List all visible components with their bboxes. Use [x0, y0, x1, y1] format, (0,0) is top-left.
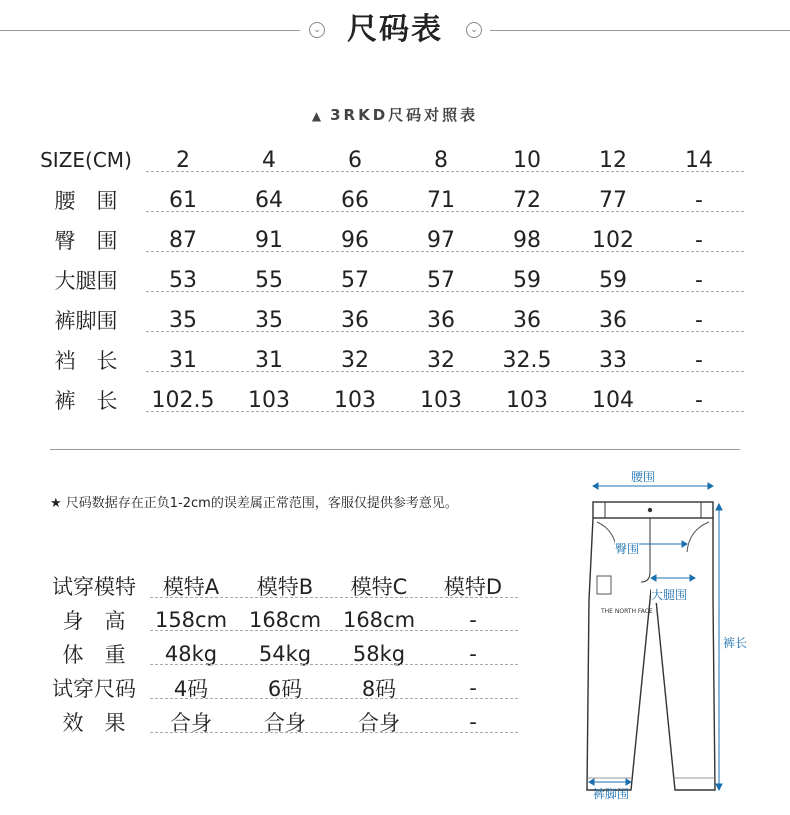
cell-value: - — [695, 267, 703, 293]
row-label: 身 高 — [62, 609, 126, 633]
size-header-row — [32, 140, 742, 180]
row-label: 臀 围 — [54, 229, 118, 253]
cell-value: 158cm — [154, 608, 228, 632]
size-header: 4 — [262, 147, 276, 173]
row-label: 腰 围 — [54, 189, 118, 213]
row-divider — [150, 630, 518, 631]
table-row — [32, 340, 742, 380]
size-header: 14 — [685, 147, 713, 173]
cell-value: 8码 — [361, 677, 397, 701]
row-divider — [146, 411, 744, 412]
pants-outline-icon — [575, 460, 790, 811]
table-row — [44, 637, 520, 671]
diagram-label-hem: 裤脚围 — [593, 787, 630, 801]
diagram-label-hip: 臀围 — [615, 542, 640, 556]
table-row — [32, 260, 742, 300]
cell-value: 168cm — [248, 608, 322, 632]
cell-value: - — [469, 676, 477, 700]
cell-value: 102 — [592, 227, 634, 253]
table-row — [32, 220, 742, 260]
size-header: 2 — [176, 147, 190, 173]
cell-value: 35 — [255, 307, 283, 333]
cell-value: - — [695, 187, 703, 213]
model-header: 模特D — [443, 575, 503, 599]
table-row — [44, 603, 520, 637]
cell-value: 合身 — [358, 711, 400, 735]
cell-value: 4码 — [173, 677, 209, 701]
size-corner-label: SIZE(CM) — [40, 148, 132, 172]
row-divider — [146, 171, 744, 172]
cell-value: 36 — [341, 307, 369, 333]
cell-value: - — [469, 710, 477, 734]
cell-value: 72 — [513, 187, 541, 213]
model-table — [44, 569, 520, 739]
cell-value: 36 — [427, 307, 455, 333]
model-header: 模特C — [350, 575, 408, 599]
section-divider — [50, 449, 740, 450]
row-label: 试穿尺码 — [52, 677, 136, 701]
cell-value: 48kg — [164, 642, 218, 666]
cell-value: 87 — [169, 227, 197, 253]
row-label: 体 重 — [62, 643, 126, 667]
cell-value: 64 — [255, 187, 283, 213]
model-corner-label: 试穿模特 — [52, 575, 136, 599]
cell-value: 31 — [169, 347, 197, 373]
cell-value: 合身 — [264, 711, 306, 735]
table-row — [32, 180, 742, 220]
size-header: 12 — [599, 147, 627, 173]
cell-value: 57 — [341, 267, 369, 293]
cell-value: - — [695, 227, 703, 253]
cell-value: 103 — [506, 387, 548, 413]
row-divider — [146, 251, 744, 252]
cell-value: - — [695, 347, 703, 373]
mountain-icon: ▲ — [311, 109, 325, 123]
size-header: 8 — [434, 147, 448, 173]
cell-value: 55 — [255, 267, 283, 293]
cell-value: 91 — [255, 227, 283, 253]
cell-value: - — [469, 608, 477, 632]
cell-value: 103 — [420, 387, 462, 413]
cell-value: 98 — [513, 227, 541, 253]
cell-value: 71 — [427, 187, 455, 213]
chevron-down-icon: ⌄ — [309, 22, 325, 38]
row-divider — [150, 698, 518, 699]
cell-value: 合身 — [170, 711, 212, 735]
cell-value: 35 — [169, 307, 197, 333]
cell-value: 103 — [248, 387, 290, 413]
diagram-label-waist: 腰围 — [631, 470, 656, 484]
cell-value: 53 — [169, 267, 197, 293]
pants-diagram — [575, 460, 790, 811]
table-row — [44, 671, 520, 705]
row-divider — [146, 371, 744, 372]
cell-value: 32.5 — [502, 347, 552, 373]
size-table — [32, 140, 742, 420]
cell-value: 66 — [341, 187, 369, 213]
cell-value: 6码 — [267, 677, 303, 701]
row-divider — [150, 732, 518, 733]
cell-value: 59 — [513, 267, 541, 293]
cell-value: 33 — [599, 347, 627, 373]
cell-value: 97 — [427, 227, 455, 253]
row-label: 裤 长 — [54, 389, 118, 413]
cell-value: 168cm — [342, 608, 416, 632]
cell-value: 103 — [334, 387, 376, 413]
cell-value: 77 — [599, 187, 627, 213]
cell-value: 32 — [427, 347, 455, 373]
row-divider — [146, 331, 744, 332]
cell-value: 31 — [255, 347, 283, 373]
row-divider — [146, 211, 744, 212]
cell-value: 96 — [341, 227, 369, 253]
table-row — [44, 705, 520, 739]
svg-text:THE NORTH FACE: THE NORTH FACE — [601, 608, 653, 615]
row-divider — [146, 291, 744, 292]
model-header: 模特B — [256, 575, 314, 599]
diagram-label-length: 裤长 — [723, 636, 748, 650]
model-header: 模特A — [162, 575, 220, 599]
cell-value: 102.5 — [151, 387, 215, 413]
size-chart-subtitle: ▲ 3RKD尺码对照表 — [311, 106, 479, 124]
cell-value: - — [469, 642, 477, 666]
table-row — [32, 380, 742, 420]
cell-value: - — [695, 307, 703, 333]
size-note: ★ 尺码数据存在正负1-2cm的误差属正常范围，客服仅提供参考意见。 — [50, 496, 458, 511]
cell-value: - — [695, 387, 703, 413]
cell-value: 104 — [592, 387, 634, 413]
cell-value: 36 — [513, 307, 541, 333]
cell-value: 59 — [599, 267, 627, 293]
size-header: 6 — [348, 147, 362, 173]
diagram-label-thigh: 大腿围 — [651, 588, 688, 602]
header-line-right — [490, 30, 790, 31]
cell-value: 36 — [599, 307, 627, 333]
page-title: 尺码表 — [347, 12, 443, 47]
chevron-down-icon: ⌄ — [466, 22, 482, 38]
cell-value: 54kg — [258, 642, 312, 666]
cell-value: 57 — [427, 267, 455, 293]
row-divider — [150, 664, 518, 665]
cell-value: 58kg — [352, 642, 406, 666]
cell-value: 61 — [169, 187, 197, 213]
row-label: 效 果 — [62, 711, 126, 735]
row-divider — [150, 597, 518, 598]
row-label: 裆 长 — [54, 349, 118, 373]
row-label: 大腿围 — [54, 269, 118, 293]
table-row — [32, 300, 742, 340]
cell-value: 32 — [341, 347, 369, 373]
row-label: 裤脚围 — [54, 309, 118, 333]
size-header: 10 — [513, 147, 541, 173]
